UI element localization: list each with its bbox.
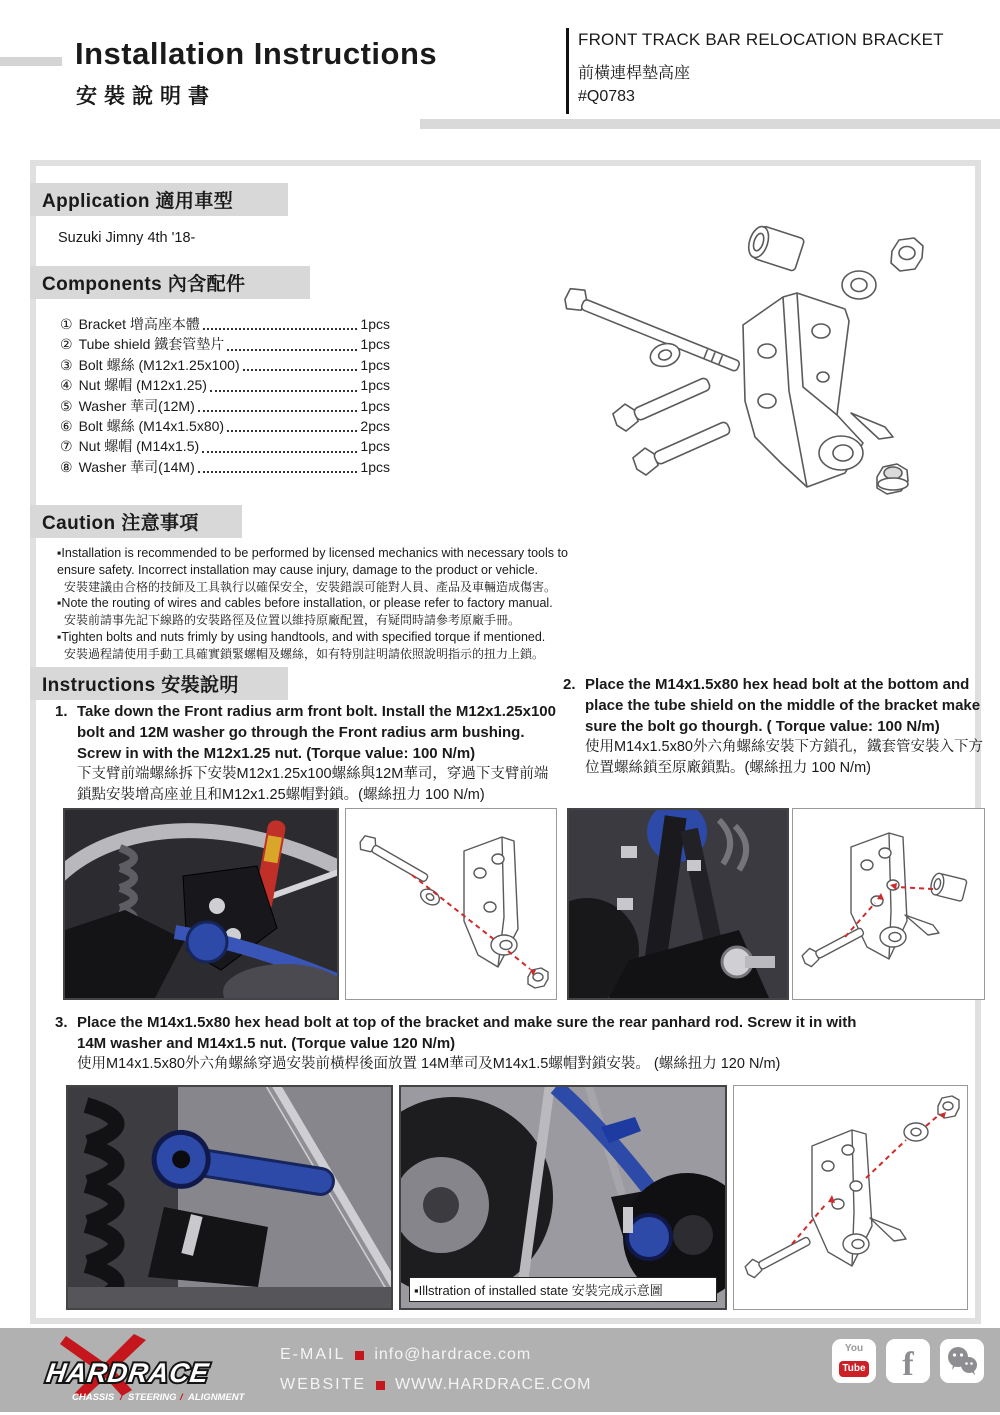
header-divider bbox=[566, 28, 569, 114]
component-row: ⑦ Nut 螺帽 (M14x1.5) 1pcs bbox=[60, 436, 390, 456]
step3-diagram bbox=[733, 1085, 968, 1310]
step2-diagram bbox=[792, 808, 985, 1000]
logo-tagline-alignment: ALIGNMENT bbox=[188, 1392, 245, 1403]
header-left-dash bbox=[0, 57, 62, 66]
caution-item: ▪Note the routing of wires and cables before installation, or please refer to factory manual. 安裝前請事先記下線路的安裝路徑及位置以維持原廠配置，有疑問時請參考原廠手冊。 bbox=[57, 596, 553, 628]
step-number: 2. bbox=[563, 676, 576, 693]
section-caution: Caution 注意事項 bbox=[30, 505, 242, 538]
component-row: ① Bracket 增高座本體 1pcs bbox=[60, 314, 390, 334]
dotted-leader bbox=[243, 369, 358, 371]
caution-list bbox=[57, 545, 577, 663]
section-application: Application 適用車型 bbox=[30, 183, 288, 216]
footer bbox=[0, 1328, 1000, 1412]
step3-diagram-art bbox=[734, 1086, 967, 1307]
page-title: Installation Instructions bbox=[75, 36, 438, 71]
dotted-leader bbox=[202, 451, 357, 453]
email-address: info@hardrace.com bbox=[374, 1346, 532, 1363]
hardrace-logo bbox=[38, 1334, 258, 1408]
component-number: ⑦ bbox=[60, 438, 73, 455]
step1-photo-art bbox=[65, 810, 337, 998]
component-number: ⑥ bbox=[60, 418, 73, 435]
product-name: FRONT TRACK BAR RELOCATION BRACKET bbox=[578, 30, 944, 49]
step2-photo bbox=[567, 808, 789, 1000]
dotted-leader bbox=[210, 390, 357, 392]
logo-brand-text: HARDRACE bbox=[44, 1357, 212, 1388]
header-gray-bar bbox=[420, 119, 1000, 129]
step3-photo1-art bbox=[68, 1087, 391, 1308]
step2-diagram-art bbox=[793, 809, 984, 999]
youtube-icon: You Tube bbox=[832, 1339, 876, 1383]
logo-tagline-chassis: CHASSIS bbox=[72, 1392, 115, 1403]
email-label: E-MAIL bbox=[280, 1346, 346, 1363]
step1-diagram-art bbox=[346, 809, 556, 999]
dotted-leader bbox=[198, 471, 358, 473]
wechat-icon bbox=[940, 1339, 984, 1383]
components-exploded-diagram bbox=[545, 205, 975, 505]
step1-diagram bbox=[345, 808, 557, 1000]
facebook-icon: f bbox=[886, 1339, 930, 1383]
instruction-step-3: 3. Place the M14x1.5x80 hex head bolt at top of the bracket and make sure the rear panhard rod. Screw it in with 14M washer and M14x1.5 nut. (Torque value 120 N/m) 使用M14x1.5x80外六角螺絲穿過安裝前橫桿後面放置 14M華司及M14x1.5螺帽對鎖安裝。 (螺絲扭力 120 N/m) bbox=[55, 1014, 857, 1072]
step1-photo bbox=[63, 808, 339, 1000]
component-row: ⑥ Bolt 螺絲 (M14x1.5x80) 2pcs bbox=[60, 416, 390, 436]
step2-photo-art bbox=[569, 810, 787, 998]
component-row: ⑤ Washer 華司(12M) 1pcs bbox=[60, 396, 390, 416]
instruction-step-2: 2. Place the M14x1.5x80 hex head bolt at the bottom and place the tube shield on the middle of the bracket make sure the bolt go thourgh. ( Torque value: 100 N/m) 使用M14x1.5x80外六角螺絲安裝下方鎖孔，鐵套管安裝入下方位置螺絲鎖至原廠鎖點。(螺絲扭力 100 N/m) bbox=[563, 676, 983, 776]
dotted-leader bbox=[227, 349, 357, 351]
product-name-zh: 前橫連桿墊高座 bbox=[578, 65, 691, 82]
caution-item: ▪Tighten bolts and nuts frimly by using handtools, and with specified torque if mentioned. 安裝過程請使用手動工具確實鎖緊螺帽及螺絲，如有特別註明請依照說明指示的扭力上鎖。 bbox=[57, 629, 546, 661]
application-vehicle: Suzuki Jimny 4th '18- bbox=[58, 230, 196, 246]
step3-photo-1 bbox=[66, 1085, 393, 1310]
component-number: ⑤ bbox=[60, 397, 73, 414]
component-number: ⑧ bbox=[60, 458, 73, 475]
component-row: ④ Nut 螺帽 (M12x1.25) 1pcs bbox=[60, 375, 390, 395]
section-components: Components 內含配件 bbox=[30, 266, 310, 299]
component-number: ③ bbox=[60, 356, 73, 373]
step-number: 1. bbox=[55, 703, 68, 720]
logo-tagline-steering: STEERING bbox=[128, 1392, 177, 1403]
page-title-zh: 安裝說明書 bbox=[76, 85, 216, 108]
website-label: WEBSITE bbox=[280, 1376, 367, 1393]
component-number: ① bbox=[60, 316, 73, 332]
dotted-leader bbox=[198, 410, 358, 412]
section-instructions: Instructions 安裝說明 bbox=[30, 667, 288, 700]
step-number: 3. bbox=[55, 1014, 68, 1031]
component-row: ⑧ Washer 華司(14M) 1pcs bbox=[60, 457, 390, 477]
social-icons bbox=[832, 1339, 984, 1383]
dotted-leader bbox=[203, 328, 358, 330]
svg-text:/: / bbox=[180, 1392, 183, 1403]
red-bullet bbox=[376, 1381, 385, 1390]
components-list bbox=[60, 314, 390, 477]
dotted-leader bbox=[227, 430, 357, 432]
component-row: ③ Bolt 螺絲 (M12x1.25x100) 1pcs bbox=[60, 355, 390, 375]
step3-photo-2 bbox=[399, 1085, 727, 1310]
component-number: ④ bbox=[60, 377, 73, 394]
product-code: #Q0783 bbox=[578, 88, 635, 105]
instruction-step-1: 1. Take down the Front radius arm front bolt. Install the M12x1.25x100 bolt and 12M washer go through the Front radius arm bushing. Screw in with the M12x1.25 nut. (Torque value: 100 N/m) 下支臂前端螺絲拆下安裝M12x1.25x100螺絲與12M華司，穿過下支臂前端鎖點安裝增高座並且和M12x1.25螺帽對鎖。(螺絲扭力 100 N/m) bbox=[55, 703, 556, 803]
caution-item: ▪Installation is recommended to be performed by licensed mechanics with necessary tools to ensure safety. Incorrect installation may cause injury, damage to the product or vehicle. 安裝建議由合格的技師及工具執行以確保安全，安裝錯誤可能對人員、產品及車輛造成傷害。 bbox=[57, 546, 568, 594]
footer-contact bbox=[280, 1340, 591, 1400]
step3-photo2-art bbox=[401, 1087, 725, 1308]
component-number: ② bbox=[60, 336, 73, 353]
component-row: ② Tube shield 鐵套管墊片 1pcs bbox=[60, 334, 390, 354]
website-url: WWW.HARDRACE.COM bbox=[395, 1376, 592, 1393]
installed-state-caption: ▪Illstration of installed state 安裝完成示意圖 bbox=[409, 1277, 717, 1302]
red-bullet bbox=[355, 1351, 364, 1360]
svg-text:/: / bbox=[120, 1392, 123, 1403]
